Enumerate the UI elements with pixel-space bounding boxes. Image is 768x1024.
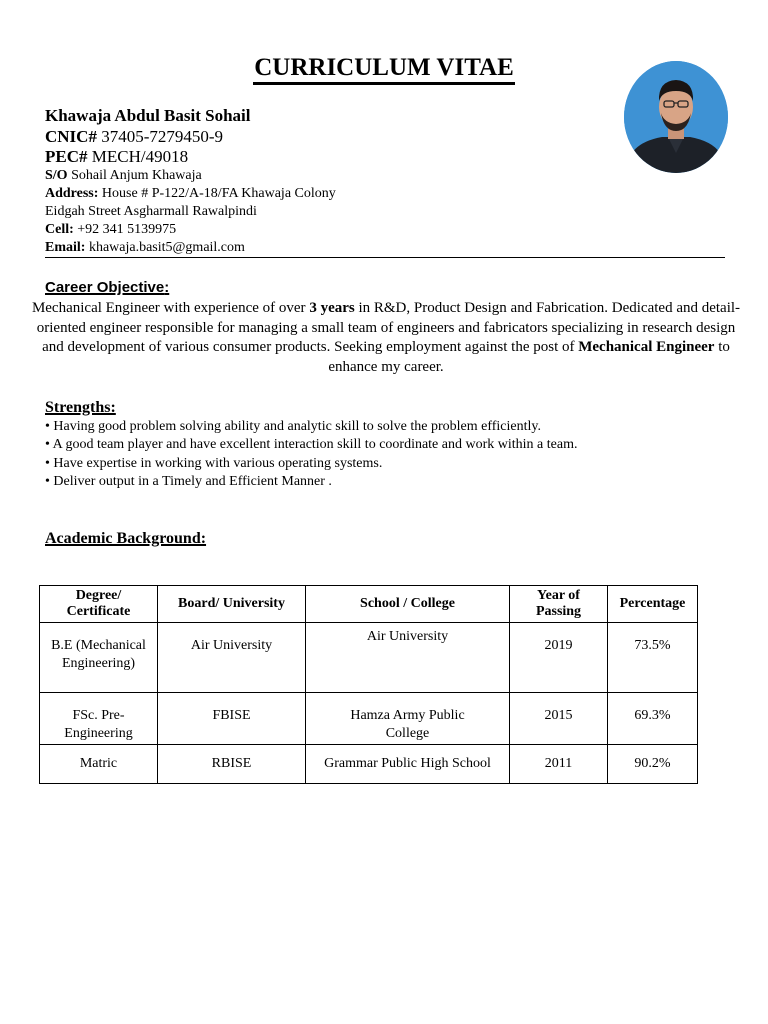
strengths-heading: Strengths:	[45, 399, 116, 416]
table-header-row	[40, 586, 698, 623]
table-cell: 69.3%	[608, 693, 698, 745]
pec-line: PEC# MECH/49018	[45, 147, 189, 166]
table-cell: 90.2%	[608, 745, 698, 784]
document-title: CURRICULUM VITAE	[0, 54, 768, 85]
candidate-name: Khawaja Abdul Basit Sohail	[45, 106, 251, 125]
address-line-2: Eidgah Street Asgharmall Rawalpindi	[45, 204, 257, 219]
table-cell: 2011	[510, 745, 608, 784]
profile-photo	[624, 61, 728, 173]
list-item: • Deliver output in a Timely and Efficient Manner .	[45, 473, 332, 489]
col-percentage: Percentage	[608, 586, 698, 623]
table-cell: FBISE	[158, 693, 306, 745]
list-item: • A good team player and have excellent interaction skill to coordinate and work within a team.	[45, 437, 578, 453]
table-row	[40, 693, 698, 745]
col-board: Board/ University	[158, 586, 306, 623]
list-item: • Have expertise in working with various operating systems.	[45, 455, 383, 471]
career-objective-text: Mechanical Engineer with experience of over 3 years in R&D, Product Design and Fabrication. Dedicated and detail-oriented engineer responsible for managing a small team of engineers and fabricators specializing in research design and development of various consumer products. Seeking employment against the post of Mechanical Engineer to enhance my career.	[31, 300, 741, 375]
address-line: Address: House # P-122/A-18/FA Khawaja Colony	[45, 186, 336, 201]
cell-line: Cell: +92 341 5139975	[45, 222, 177, 237]
table-cell: Hamza Army Public College	[306, 693, 510, 745]
person-photo-icon	[624, 61, 728, 173]
table-cell: B.E (Mechanical Engineering)	[40, 623, 158, 693]
header-divider	[45, 257, 725, 258]
academic-table	[39, 585, 698, 784]
table-cell: 2019	[510, 623, 608, 693]
email-line: Email: khawaja.basit5@gmail.com	[45, 240, 245, 255]
so-line: S/O Sohail Anjum Khawaja	[45, 168, 202, 183]
strengths-list	[45, 418, 577, 491]
table-cell: Matric	[40, 745, 158, 784]
table-cell: Grammar Public High School	[306, 745, 510, 784]
table-row	[40, 745, 698, 784]
table-cell: Air University	[306, 623, 510, 693]
table-cell: RBISE	[158, 745, 306, 784]
contact-header	[45, 105, 336, 257]
career-objective-heading: Career Objective:	[45, 279, 170, 296]
col-year: Year of Passing	[510, 586, 608, 623]
cnic-line: CNIC# 37405-7279450-9	[45, 127, 224, 146]
academic-background-heading: Academic Background:	[45, 530, 207, 547]
table-cell: 2015	[510, 693, 608, 745]
col-school: School / College	[306, 586, 510, 623]
table-row	[40, 623, 698, 693]
col-degree: Degree/ Certificate	[40, 586, 158, 623]
table-cell: 73.5%	[608, 623, 698, 693]
list-item: • Having good problem solving ability and analytic skill to solve the problem efficiently.	[45, 419, 541, 434]
table-cell: FSc. Pre-Engineering	[40, 693, 158, 745]
table-cell: Air University	[158, 623, 306, 693]
